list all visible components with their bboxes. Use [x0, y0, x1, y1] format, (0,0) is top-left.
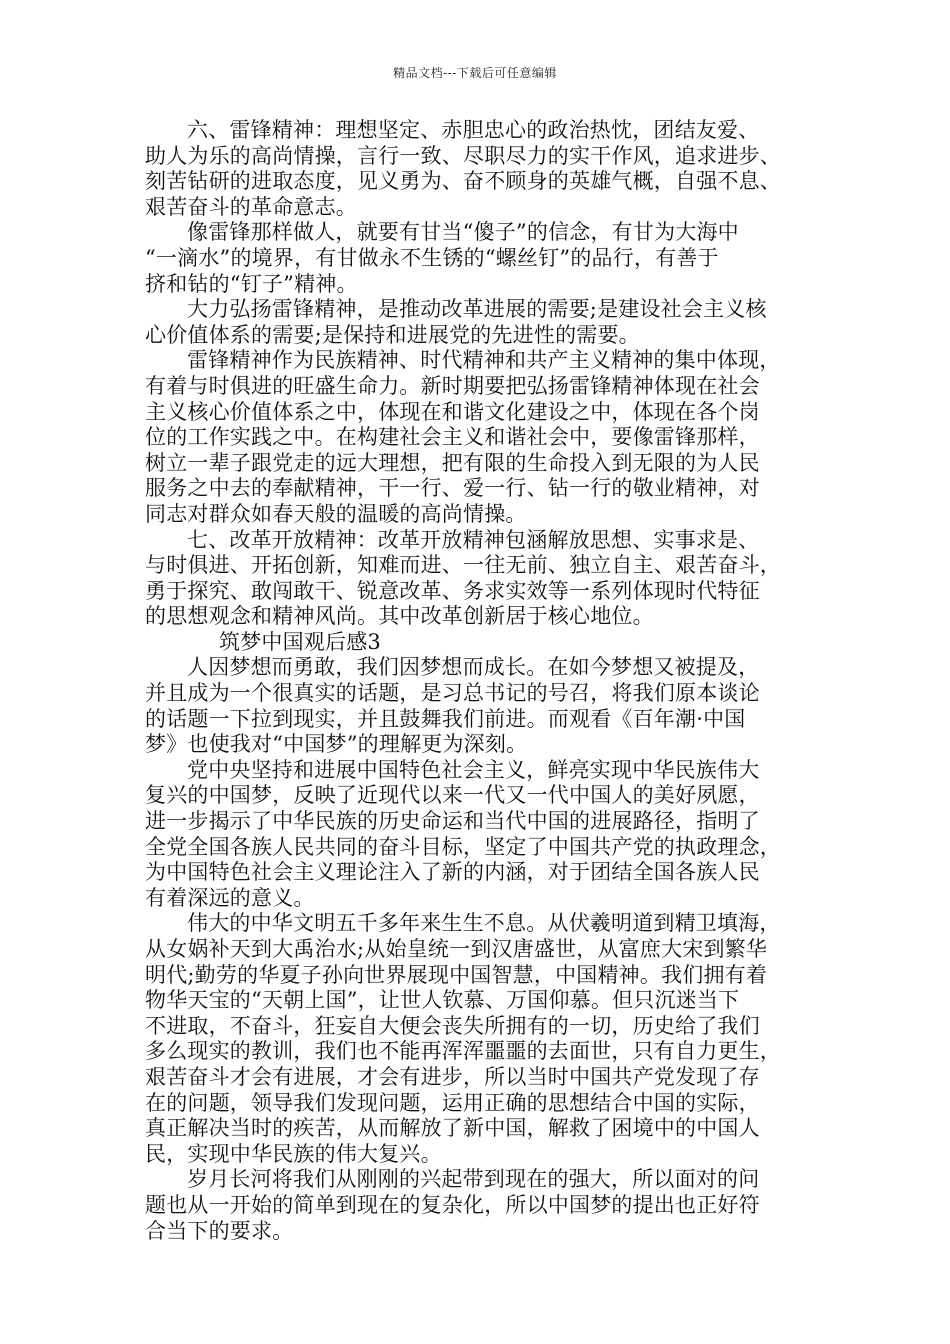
text-line: 并且成为一个很真实的话题，是习总书记的号召，将我们原本谈论 — [145, 681, 760, 706]
text-line: 复兴的中国梦，反映了近现代以来一代又一代中国人的美好夙愿， — [145, 783, 760, 808]
text-line: “一滴水”的境界，有甘做永不生锈的“螺丝钉”的品行，有善于 — [145, 245, 719, 270]
text-line: 刻苦钻研的进取态度，见义勇为、奋不顾身的英雄气概，自强不息、 — [145, 169, 781, 194]
text-line: 从女娲补天到大禹治水;从始皇统一到汉唐盛世，从富庶大宋到繁华 — [145, 937, 768, 961]
text-line: 树立一辈子跟党走的远大理想，把有限的生命投入到无限的为人民 — [145, 450, 760, 475]
text-line: 不进取，不奋斗，狂妄自大便会丧失所拥有的一切，历史给了我们 — [145, 1013, 760, 1038]
text-line: 为中国特色社会主义理论注入了新的内涵，对于团结全国各族人民 — [145, 860, 760, 885]
text-line: 勇于探究、敢闯敢干、锐意改革、务求实效等一系列体现时代特征 — [145, 578, 760, 603]
text-line: 人因梦想而勇敢，我们因梦想而成长。在如今梦想又被提及， — [187, 655, 760, 680]
text-line: 岁月长河将我们从刚刚的兴起带到现在的强大，所以面对的问 — [187, 1167, 760, 1192]
text-line: 同志对群众如春天般的温暖的高尚情操。 — [145, 501, 527, 526]
text-line: 位的工作实践之中。在构建社会主义和谐社会中，要像雷锋那样， — [145, 425, 760, 450]
text-line: 的思想观念和精神风尚。其中改革创新居于核心地位。 — [145, 604, 654, 629]
document-body — [145, 118, 825, 1244]
text-line: 像雷锋那样做人，就要有甘当“傻子”的信念，有甘为大海中 — [187, 220, 739, 245]
text-line: 七、改革开放精神：改革开放精神包涵解放思想、实事求是、 — [187, 527, 760, 552]
text-line: 与时俱进、开拓创新，知难而进、一往无前、独立自主、艰苦奋斗， — [145, 553, 781, 578]
text-line: 多么现实的教训，我们也不能再浑浑噩噩的去面世，只有自力更生， — [145, 1039, 781, 1064]
text-line: 梦》也使我对“中国梦”的理解更为深刻。 — [145, 732, 528, 757]
text-line: 雷锋精神作为民族精神、时代精神和共产主义精神的集中体现， — [187, 348, 781, 373]
text-line: 挤和钻的“钉子”精神。 — [145, 271, 358, 296]
text-line: 民，实现中华民族的伟大复兴。 — [145, 1141, 442, 1166]
text-line: 题也从一开始的简单到现在的复杂化，所以中国梦的提出也正好符 — [145, 1192, 760, 1217]
text-line: 有着与时俱进的旺盛生命力。新时期要把弘扬雷锋精神体现在社会 — [145, 373, 760, 398]
text-line: 合当下的要求。 — [145, 1218, 294, 1243]
text-line: 明代;勤劳的华夏子孙向世界展现中国智慧，中国精神。我们拥有着 — [145, 962, 768, 987]
text-line: 艰苦奋斗才会有进展，才会有进步，所以当时中国共产党发现了存 — [145, 1064, 760, 1089]
text-line: 伟大的中华文明五千多年来生生不息。从伏羲明道到精卫填海， — [187, 911, 781, 936]
text-line: 助人为乐的高尚情操，言行一致、尽职尽力的实干作风，追求进步、 — [145, 143, 781, 168]
text-line: 服务之中去的奉献精神，干一行、爱一行、钻一行的敬业精神，对 — [145, 476, 760, 501]
text-line: 的话题一下拉到现实，并且鼓舞我们前进。而观看《百年潮·中国 — [145, 706, 746, 731]
text-line: 全党全国各族人民共同的奋斗目标，坚定了中国共产党的执政理念， — [145, 834, 781, 859]
text-line: 物华天宝的“天朝上国”，让世人钦慕、万国仰慕。但只沉迷当下 — [145, 988, 740, 1013]
text-line: 进一步揭示了中华民族的历史命运和当代中国的进展路径，指明了 — [145, 809, 760, 834]
text-line: 主义核心价值体系之中，体现在和谐文化建设之中，体现在各个岗 — [145, 399, 760, 424]
page-header: 精品文档---下载后可任意编辑 — [393, 66, 557, 80]
text-line: 大力弘扬雷锋精神，是推动改革进展的需要;是建设社会主义核 — [187, 297, 767, 322]
section-heading: 筑梦中国观后感3 — [219, 629, 381, 654]
text-line: 在的问题，领导我们发现问题，运用正确的思想结合中国的实际， — [145, 1090, 760, 1115]
text-line: 艰苦奋斗的革命意志。 — [145, 194, 357, 219]
text-line: 心价值体系的需要;是保持和进展党的先进性的需要。 — [145, 322, 640, 347]
text-line: 党中央坚持和进展中国特色社会主义，鲜亮实现中华民族伟大 — [187, 757, 760, 782]
text-line: 六、雷锋精神：理想坚定、赤胆忠心的政治热忱，团结友爱、 — [187, 118, 760, 142]
text-line: 真正解决当时的疾苦，从而解放了新中国，解救了困境中的中国人 — [145, 1116, 760, 1141]
text-line: 有着深远的意义。 — [145, 885, 315, 910]
